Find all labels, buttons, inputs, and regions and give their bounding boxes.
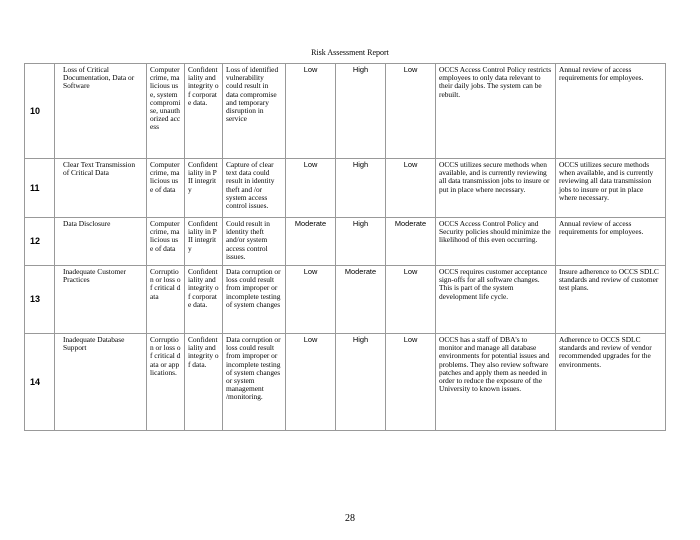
existing-controls: OCCS Access Control Policy and Security policies should minimize the likelihood of this even occurring.: [436, 218, 556, 266]
risk-description: Inadequate Database Support: [55, 334, 147, 431]
risk-level: Low: [386, 159, 436, 218]
recommendation: Annual review of access requirements for employees.: [556, 64, 666, 159]
existing-controls: OCCS Access Control Policy restricts employees to only data relevant to their daily jobs. The system can be rebuilt.: [436, 64, 556, 159]
impact: High: [336, 159, 386, 218]
impact-detail: Data corruption or loss could result from improper or incomplete testing of system changes: [223, 266, 286, 334]
threat-source: Computer crime, malicious use of data: [147, 218, 185, 266]
recommendation: OCCS utilizes secure methods when available, and is currently reviewing all data transmission jobs to insure or put in place where necessary.: [556, 159, 666, 218]
impact-area: Confidentiality and integrity of corporate data.: [185, 266, 223, 334]
likelihood: Low: [286, 159, 336, 218]
existing-controls: OCCS requires customer acceptance sign-offs for all software changes. This is part of the system development life cycle.: [436, 266, 556, 334]
risk-level: Low: [386, 334, 436, 431]
existing-controls: OCCS utilizes secure methods when available, and is currently reviewing all data transmission jobs to insure or put in place where necessary.: [436, 159, 556, 218]
table-row: [25, 159, 666, 218]
impact: High: [336, 334, 386, 431]
risk-description: Loss of Critical Documentation, Data or Software: [55, 64, 147, 159]
risk-number: 10: [25, 64, 55, 159]
impact: High: [336, 64, 386, 159]
risk-description: Inadequate Customer Practices: [55, 266, 147, 334]
table-row: [25, 218, 666, 266]
recommendation: Adherence to OCCS SDLC standards and review of vendor recommended upgrades for the environments.: [556, 334, 666, 431]
risk-number: 11: [25, 159, 55, 218]
likelihood: Low: [286, 266, 336, 334]
likelihood: Low: [286, 334, 336, 431]
impact-area: Confidentiality in PII integrity: [185, 218, 223, 266]
risk-level: Moderate: [386, 218, 436, 266]
table-row: [25, 266, 666, 334]
likelihood: Moderate: [286, 218, 336, 266]
likelihood: Low: [286, 64, 336, 159]
impact-detail: Capture of clear text data could result in identity theft and /or system access control issues.: [223, 159, 286, 218]
recommendation: Insure adherence to OCCS SDLC standards and review of customer test plans.: [556, 266, 666, 334]
report-header-title: Risk Assessment Report: [311, 48, 389, 57]
page-number: 28: [345, 513, 355, 524]
threat-source: Computer crime, malicious use, system compromise, unauthorized access: [147, 64, 185, 159]
risk-description: Clear Text Transmission of Critical Data: [55, 159, 147, 218]
risk-number: 14: [25, 334, 55, 431]
impact-area: Confidentiality and integrity of data.: [185, 334, 223, 431]
impact-area: Confidentiality in PII integrity: [185, 159, 223, 218]
threat-source: Corruption or loss of critical data: [147, 266, 185, 334]
impact-detail: Loss of identified vulnerability could result in data compromise and temporary disruption in service: [223, 64, 286, 159]
risk-level: Low: [386, 266, 436, 334]
threat-source: Computer crime, malicious use of data: [147, 159, 185, 218]
table-row: [25, 64, 666, 159]
risk-number: 12: [25, 218, 55, 266]
impact-detail: Could result in identity theft and/or system access control issues.: [223, 218, 286, 266]
risk-number: 13: [25, 266, 55, 334]
threat-source: Corruption or loss of critical data or applications.: [147, 334, 185, 431]
impact-area: Confidentiality and integrity of corporate data.: [185, 64, 223, 159]
existing-controls: OCCS has a staff of DBA's to monitor and manage all database environments for potential issues and problems. They also review software patches and apply them as needed in order to reduce the exposure of the University to known issues.: [436, 334, 556, 431]
table-row: [25, 334, 666, 431]
impact: High: [336, 218, 386, 266]
recommendation: Annual review of access requirements for employees.: [556, 218, 666, 266]
risk-level: Low: [386, 64, 436, 159]
risk-description: Data Disclosure: [55, 218, 147, 266]
impact: Moderate: [336, 266, 386, 334]
risk-assessment-table: [24, 63, 666, 431]
impact-detail: Data corruption or loss could result from improper or incomplete testing of system changes or system management /monitoring.: [223, 334, 286, 431]
